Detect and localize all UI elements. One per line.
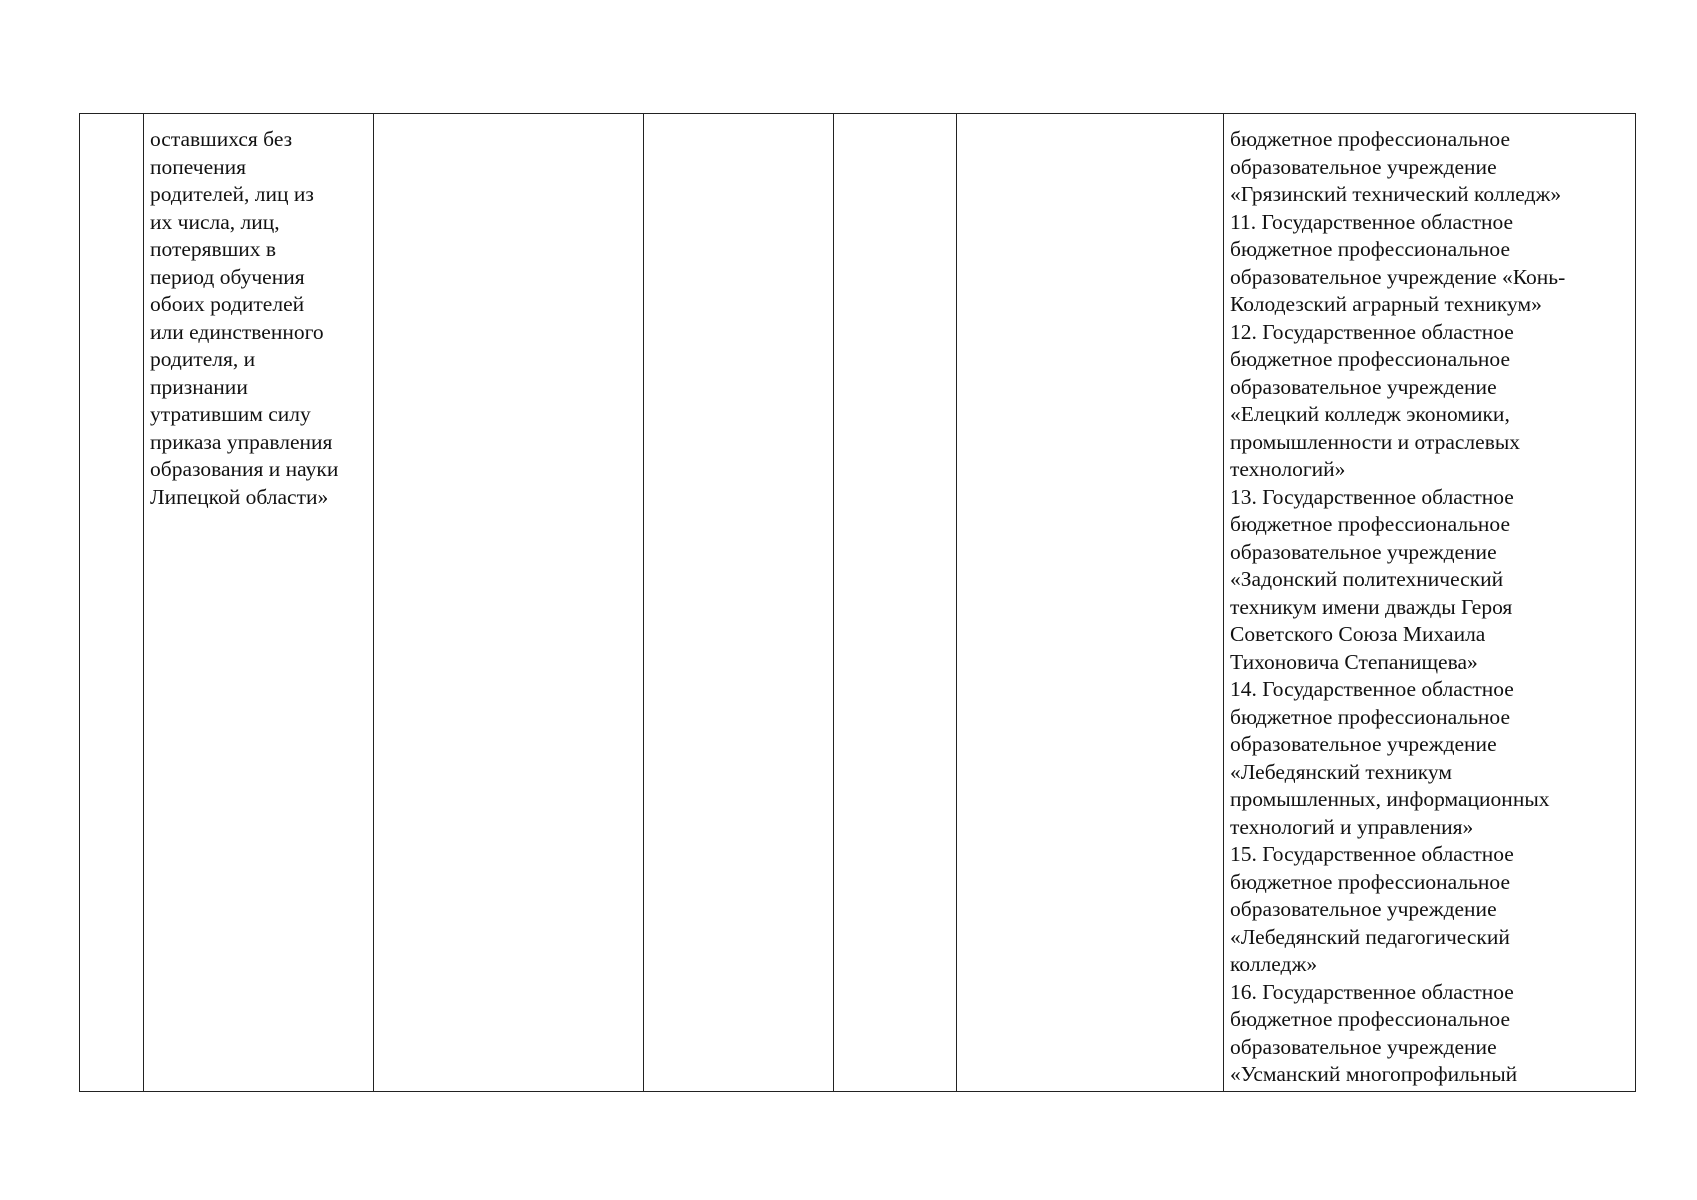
text-line: 14. Государственное областное (1230, 677, 1514, 701)
text-line: утратившим силу (150, 402, 311, 426)
text-line: приказа управления (150, 429, 333, 454)
text-line: образовательное учреждение (1230, 154, 1497, 179)
text-line: «Усманский многопрофильный (1230, 1062, 1518, 1086)
text-line: период обучения (150, 264, 305, 289)
cell-empty-4 (644, 114, 834, 1091)
text-line: 13. Государственное областное (1230, 484, 1514, 509)
text-line: образовательное учреждение (1230, 732, 1497, 756)
text-line: обоих родителей (150, 292, 305, 316)
text-line: «Лебедянский техникум (1230, 759, 1452, 784)
text-line: Тихоновича Степанищева» (1230, 649, 1478, 674)
text-line: образовательное учреждение «Конь- (1230, 264, 1566, 289)
text-line: Советского Союза Михаила (1230, 622, 1486, 646)
institutions-list-text (1224, 114, 1635, 1089)
text-line: 12. Государственное областное (1230, 319, 1514, 344)
text-line: их числа, лиц, (150, 209, 280, 234)
text-line: бюджетное профессиональное (1230, 704, 1510, 729)
text-line: бюджетное профессиональное (1230, 869, 1510, 894)
text-line: Липецкой области» (150, 484, 329, 509)
text-line: образовательное учреждение (1230, 897, 1497, 921)
text-line: технологий и управления» (1230, 814, 1474, 839)
text-line: 16. Государственное областное (1230, 979, 1514, 1004)
document-table (79, 113, 1636, 1092)
cell-institutions-list (1224, 114, 1635, 1091)
text-line: оставшихся без (150, 127, 293, 151)
text-line: родителей, лиц из (150, 182, 314, 206)
text-line: потерявших в (150, 237, 277, 261)
text-line: образовательное учреждение (1230, 374, 1497, 399)
cell-empty-6 (957, 114, 1224, 1091)
text-line: бюджетное профессиональное (1230, 347, 1510, 371)
text-line: «Елецкий колледж экономики, (1230, 402, 1510, 426)
text-line: технологий» (1230, 457, 1346, 481)
text-line: родителя, и (150, 347, 256, 371)
cell-document-title (144, 114, 374, 1091)
text-line: бюджетное профессиональное (1230, 1007, 1510, 1031)
text-line: образования и науки (150, 457, 339, 481)
text-line: «Задонский политехнический (1230, 567, 1504, 591)
text-line: или единственного (150, 319, 324, 344)
text-line: колледж» (1230, 952, 1318, 976)
text-line: признании (150, 374, 248, 399)
cell-number (80, 114, 144, 1091)
text-line: бюджетное профессиональное (1230, 127, 1510, 151)
text-line: попечения (150, 154, 247, 179)
cell-empty-5 (834, 114, 957, 1091)
text-line: Колодезский аграрный техникум» (1230, 292, 1542, 316)
text-line: «Грязинский технический колледж» (1230, 182, 1562, 206)
text-line: бюджетное профессиональное (1230, 512, 1510, 536)
text-line: 11. Государственное областное (1230, 209, 1514, 234)
document-title-text (144, 114, 373, 511)
text-line: образовательное учреждение (1230, 1034, 1497, 1059)
cell-empty-3 (374, 114, 644, 1091)
text-line: промышленности и отраслевых (1230, 429, 1521, 454)
text-line: 15. Государственное областное (1230, 842, 1514, 866)
text-line: бюджетное профессиональное (1230, 237, 1510, 261)
text-line: образовательное учреждение (1230, 539, 1497, 564)
text-line: промышленных, информационных (1230, 787, 1550, 811)
text-line: техникум имени дважды Героя (1230, 594, 1513, 619)
text-line: «Лебедянский педагогический (1230, 924, 1510, 949)
